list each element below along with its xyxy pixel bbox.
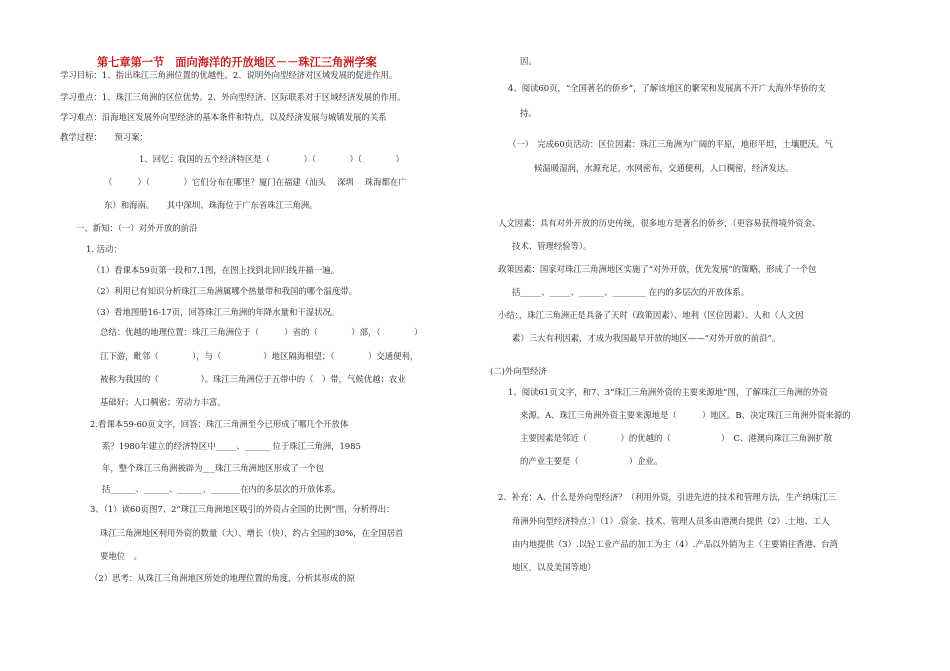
text-line: （2）思考：从珠江三角洲地区所处的地理位置的角度，分析其形成的原: [90, 573, 355, 583]
text-line: 系？1980年建立的经济特区中_____、______ 位于珠江三角洲，1985: [102, 441, 361, 451]
text-line: 地区，以及美国等地）: [512, 562, 596, 572]
text-line: 因。: [520, 56, 537, 66]
text-line: 角洲外向型经济特点：）（1）.资金、技术、管理人员多由港澳台提供（2）.土地、工人: [512, 516, 830, 526]
section-heading: 一、新知：（一）对外开放的前沿: [76, 223, 198, 233]
text-line: 的产业主要是（ ）企业。: [520, 456, 663, 466]
text-line: 年，整个珠江三角洲被辟为___珠江三角洲地区形成了一个包: [102, 463, 324, 473]
text-line: 4、阅读60页，“全国著名的侨乡”，了解该地区的繁荣和发展离不开广大海外华侨的支: [508, 83, 826, 93]
text-line: 括______、______、______、_______在内的多层次的开放体系。: [102, 484, 341, 494]
text-line: 基础好；人口稠密；劳动力丰富。: [100, 397, 226, 407]
text-line: 1. 活动：: [86, 244, 122, 254]
text-line: 珠江三角洲地区利用外资的数量（大）、增长（快），约占全国的30%，在全国居首: [100, 528, 404, 538]
text-line: 学习重点：1、珠江三角洲的区位优势。2、外向型经济、区际联系对于区域经济发展的作用。: [60, 92, 406, 102]
text-line: 来源。A、珠江三角洲外资主要来源地是（ ）地区。B、决定珠江三角洲外资来源的: [520, 410, 851, 420]
text-line: 素）三大有利因素，才成为我国最早开放的地区——“对外开放的前沿”。: [512, 333, 781, 343]
text-line: 被称为我国的（ ）。珠江三角洲位于五带中的（ ）带，气候优越；农业: [100, 374, 406, 384]
text-line: 1、回忆：我国的五个经济特区是（ ）（ ）（ ）: [139, 154, 404, 164]
text-line: （3）看地图册16-17页，回答珠江三角洲的年降水量和干湿状况。: [92, 307, 340, 317]
text-line: 3、（1）读60页图7、2“珠江三角洲地区吸引的外资占全国的比例”图，分析得出：: [90, 504, 395, 514]
document-title: 第七章第一节 面向海洋的开放地区－－珠江三角洲学案: [97, 55, 377, 69]
text-line: 东）和海南。 其中深圳、珠海位于广东省珠江三角洲。: [104, 200, 318, 210]
text-line: 1、阅读61页文字，和7、3“珠江三角洲外资的主要来源地”图，了解珠江三角洲的外资: [508, 387, 828, 397]
text-line: 由内地提供（3）.以轻工业产品的加工为主（4）.产品以外销为主（主要销往香港、台湾: [512, 539, 838, 549]
text-line: 人文因素：具有对外开放的历史传统，很多地方是著名的侨乡，（更容易获得境外资金、: [498, 218, 821, 228]
text-line: （一） 完成60页活动：区位因素：珠江三角洲为广阔的平原，地形平坦，土壤肥沃。气: [508, 139, 833, 149]
text-line: 主要因素是邻近（ ）的优越的（ ） C、港澳向珠江三角洲扩散: [520, 433, 833, 443]
text-line: 政策因素：国家对珠江三角洲地区实施了“对外开放，优先发展”的策略，形成了一个包: [498, 264, 817, 274]
text-line: 括_____、_____、______、________ 在内的多层次的开放体系。: [512, 287, 750, 297]
text-line: 持。: [520, 108, 537, 118]
text-line: 学习难点：沿海地区发展外向型经济的基本条件和特点，以及经济发展与城镇发展的关系: [60, 112, 387, 122]
text-line: （ ）（ ）它们分布在哪里？厦门在福建（汕头 深圳 珠海都在广: [104, 177, 407, 187]
text-line: （2）利用已有知识分析珠江三角洲属哪个热量带和我国的哪个温度带。: [92, 286, 357, 296]
text-line: 总结：优越的地理位置：珠江三角洲位于（ ）省的（ ）部，（ ）: [100, 327, 423, 337]
text-line: 江下游，毗邻（ ），与（ ）地区隔海相望；（ ）交通便利，: [100, 351, 419, 361]
text-line: 教学过程： 预习案：: [60, 132, 148, 142]
text-line: 2、补充：A、什么是外向型经济？（利用外资，引进先进的技术和管理方法，生产纳珠江三: [498, 492, 836, 502]
text-line: 小结：，珠江三角洲正是具备了天时（政策因素）、地利（区位因素）、人和（人文因: [498, 310, 804, 320]
text-line: 候温暖湿润，水源充足，水网密布，交通便利，人口稠密，经济发达。: [534, 163, 794, 173]
text-line: 要地位 。: [100, 551, 142, 561]
text-line: 2.看课本59-60页文字，回答：珠江三角洲至今已形成了哪几个开放体: [90, 419, 349, 429]
text-line: 技术、管理经验等）。: [512, 241, 592, 251]
text-line: 学习目标：1、指出珠江三角洲位置的优越性。2、说明外向型经济对区域发展的促进作用。: [60, 70, 398, 80]
text-line: （1）看课本59页第一段和7.1图，在图上找到北回归线并描一遍。: [92, 265, 340, 275]
section-heading: (二)外向型经济: [490, 366, 547, 376]
